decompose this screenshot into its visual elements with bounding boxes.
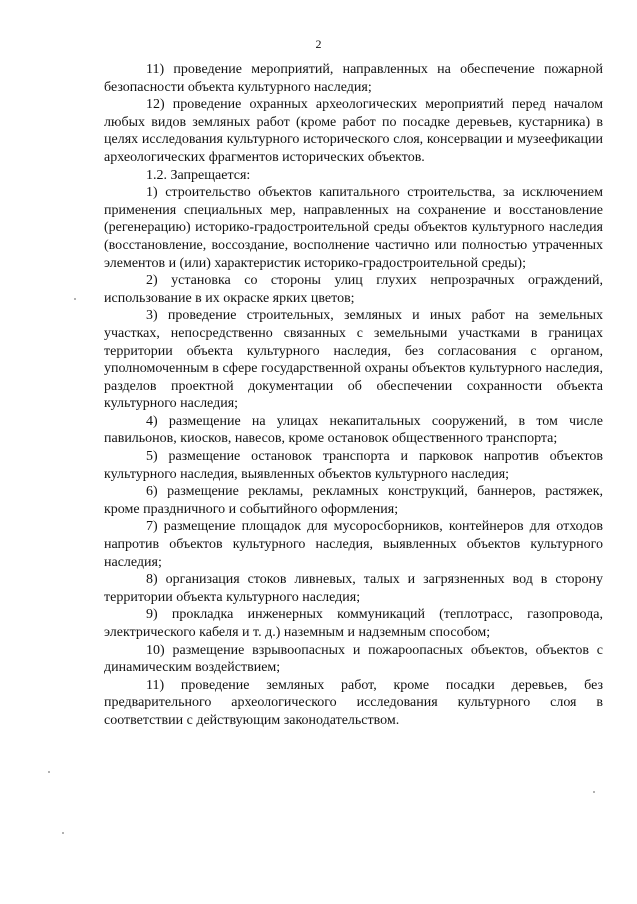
scan-speck [48, 771, 50, 773]
document-body [104, 61, 603, 730]
prohibited-item-2-fences: 2) установка со стороны улиц глухих непрозрачных ограждений, использование в их окраске ярких цветов; [104, 273, 603, 306]
scan-speck [62, 832, 64, 834]
prohibited-item-8-drainage: 8) организация стоков ливневых, талых и загрязненных вод в сторону территории объекта культурного наследия; [104, 572, 603, 605]
prohibited-item-3-works: 3) проведение строительных, земляных и иных работ на земельных участках, непосредственно связанных с земельными участками в границах территории объекта культурного наследия, без согласования с органом, уполномоченным в сфере государственной охраны объектов культурного наследия, разделов проектной документации об обеспечении сохранности объекта культурного наследия; [104, 308, 603, 412]
paragraph-item-12-archaeology: 12) проведение охранных археологических мероприятий перед началом любых видов земляных работ (кроме работ по посадке деревьев, кустарника) в целях исследования культурного исторического слоя, консервации и музеефикации археологических фрагментов исторических объектов. [104, 97, 603, 165]
page-number: 2 [315, 37, 322, 51]
paragraph-item-11-fire-safety: 11) проведение мероприятий, направленных на обеспечение пожарной безопасности объекта культурного наследия; [104, 62, 603, 95]
prohibited-item-10-hazardous-objects: 10) размещение взрывоопасных и пожароопасных объектов, объектов с динамическим воздействием; [104, 642, 603, 676]
prohibited-item-6-advertising: 6) размещение рекламы, рекламных конструкций, баннеров, растяжек, кроме праздничного и событийного оформления; [104, 484, 603, 517]
prohibited-item-7-waste-sites: 7) размещение площадок для мусоросборников, контейнеров для отходов напротив объектов культурного наследия, выявленных объектов культурного наследия; [104, 519, 603, 570]
scan-speck [593, 791, 595, 793]
scan-speck [74, 298, 76, 300]
prohibited-item-5-stops-parking: 5) размещение остановок транспорта и парковок напротив объектов культурного наследия, выявленных объектов культурного наследия; [104, 449, 603, 482]
prohibited-item-1-construction: 1) строительство объектов капитального строительства, за исключением применения специальных мер, направленных на сохранение и восстановление (регенерацию) историко-градостроительной среды объектов культурного наследия (восстановление, воссоздание, восполнение частично или полностью утраченных элементов и (или) характеристик историко-градостроительной среды); [104, 185, 603, 271]
section-heading-prohibited: 1.2. Запрещается: [146, 167, 251, 183]
prohibited-item-9-utilities: 9) прокладка инженерных коммуникаций (теплотрасс, газопровода, электрического кабеля и т. д.) наземным и надземным способом; [104, 607, 603, 640]
prohibited-item-4-temporary-structures: 4) размещение на улицах некапитальных сооружений, в том числе павильонов, киосков, навесов, кроме остановок общественного транспорта; [104, 413, 603, 447]
prohibited-item-11-earthworks: 11) проведение земляных работ, кроме посадки деревьев, без предварительного археологического исследования культурного слоя в соответствии с действующим законодательством. [104, 677, 603, 728]
